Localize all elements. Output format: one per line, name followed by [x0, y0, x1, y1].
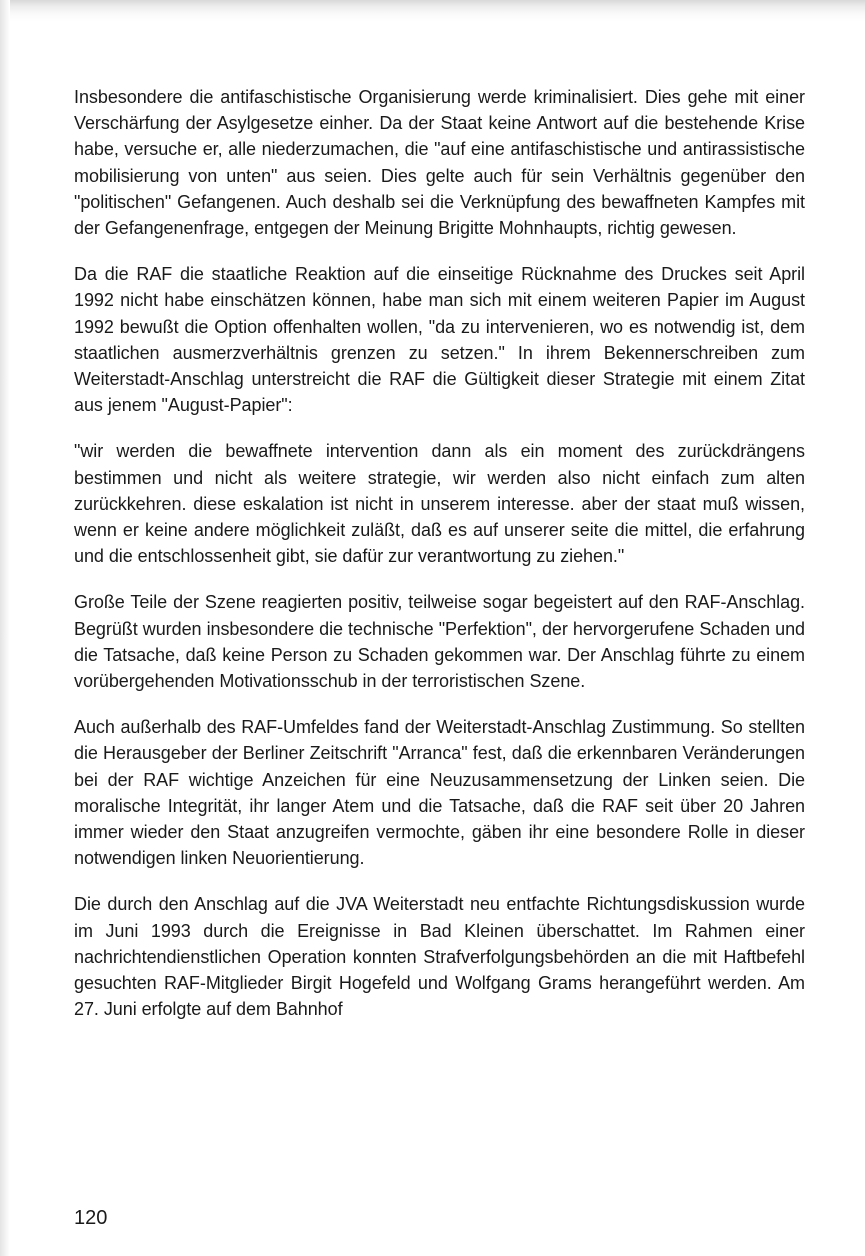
- paragraph-bad-kleinen: Die durch den Anschlag auf die JVA Weiterstadt neu entfachte Richtungsdiskussion wurde im Juni 1993 durch die Ereignisse in Bad Kleinen überschattet. Im Rahmen einer nachrichtendienstlichen Operation konnten Strafverfolgungsbehörden an die mit Haftbefehl gesuchten RAF-Mitglieder Birgit Hogefeld und Wolfgang Grams herangeführt werden. Am 27. Juni erfolgte auf dem Bahnhof: [74, 894, 805, 1020]
- paragraph-quote: "wir werden die bewaffnete intervention dann als ein moment des zurückdrängens bestimmen und nicht als weitere strategie, wir werden also nicht einfach zum alten zurückkehren. diese eskalation ist nicht in unserem interesse. aber der staat muß wissen, wenn er keine andere möglichkeit zuläßt, daß es auf unserer seite die mittel, die erfahrung und die entschlossenheit gibt, sie dafür zur verantwortung zu ziehen.": [74, 441, 805, 567]
- paragraph-scene-reaction: Große Teile der Szene reagierten positiv, teilweise sogar begeistert auf den RAF-Anschlag. Begrüßt wurden insbesondere die technische "Perfektion", der hervorgerufene Schaden und die Tatsache, daß keine Person zu Schaden gekommen war. Der Anschlag führte zu einem vorübergehenden Motivationsschub in der terroristischen Szene.: [74, 592, 805, 692]
- paragraph-august-paper: Da die RAF die staatliche Reaktion auf die einseitige Rücknahme des Druckes seit April 1992 nicht habe einschätzen können, habe man sich mit einem weiteren Papier im August 1992 bewußt die Option offenhalten wollen, "da zu intervenieren, wo es notwendig ist, dem staatlichen ausmerzverhältnis grenzen zu setzen." In ihrem Bekennerschreiben zum Weiterstadt-Anschlag unterstreicht die RAF die Gültigkeit dieser Strategie mit einem Zitat aus jenem "August-Papier":: [74, 264, 805, 416]
- page-body: [74, 84, 805, 1043]
- scan-shadow-top: [0, 0, 865, 22]
- paragraph-criminalization: Insbesondere die antifaschistische Organisierung werde kriminalisiert. Dies gehe mit einer Verschärfung der Asylgesetze einher. Da der Staat keine Antwort auf die bestehende Krise habe, versuche er, alle niederzumachen, die "auf eine antifaschistische und antirassistische mobilisierung von unten" aus seien. Dies gelte auch für sein Verhältnis gegenüber den "politischen" Gefangenen. Auch deshalb sei die Verknüpfung des bewaffneten Kampfes mit der Gefangenenfrage, entgegen der Meinung Brigitte Mohnhaupts, richtig gewesen.: [74, 87, 805, 239]
- scan-shadow-left: [0, 0, 10, 1256]
- page-number: 120: [74, 1207, 108, 1229]
- paragraph-arranca: Auch außerhalb des RAF-Umfeldes fand der Weiterstadt-Anschlag Zustimmung. So stellten die Herausgeber der Berliner Zeitschrift "Arranca" fest, daß die erkennbaren Veränderungen bei der RAF wichtige Anzeichen für eine Neuzusammensetzung der Linken seien. Die moralische Integrität, ihr langer Atem und die Tatsache, daß die RAF seit über 20 Jahren immer wieder den Staat anzugreifen vermochte, gäben ihr eine besondere Rolle in dieser notwendigen linken Neuorientierung.: [74, 717, 805, 869]
